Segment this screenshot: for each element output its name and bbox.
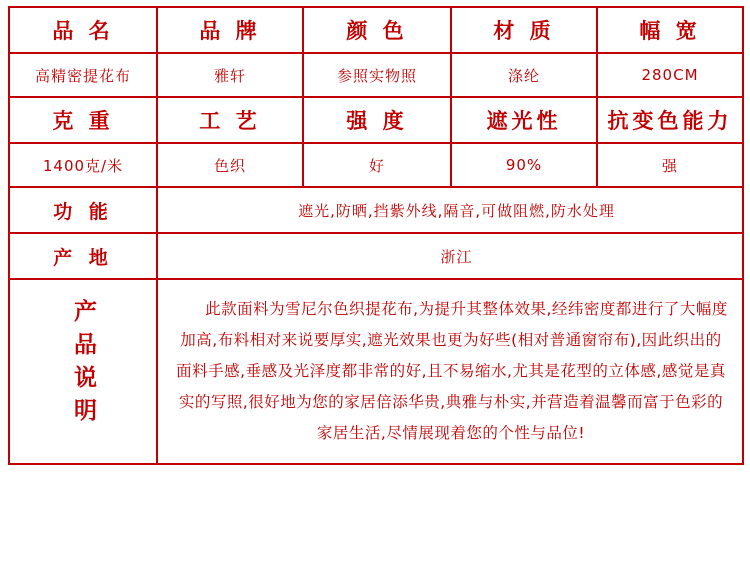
value-weight: 1400克/米 xyxy=(9,143,157,187)
value-color: 参照实物照 xyxy=(303,53,451,97)
label-description-text: 产品说明 xyxy=(70,299,96,431)
table-row-origin xyxy=(9,233,743,279)
table-row-values-2 xyxy=(9,143,743,187)
description-paragraph: 此款面料为雪尼尔色织提花布,为提升其整体效果,经纬密度都进行了大幅度加高,布料相对来说要厚实,遮光效果也更为好些(相对普通窗帘布),因此织出的面料手感,垂感及光泽度都非常的好,且不易缩水,尤其是花型的立体感,感觉是真实的写照,很好地为您的家居倍添华贵,典雅与朴实,并营造着温馨而富于色彩的家居生活,尽情展现着您的个性与品位! xyxy=(176,300,728,442)
header-weight: 克 重 xyxy=(9,97,157,143)
table-row-header-1 xyxy=(9,7,743,53)
header-width: 幅 宽 xyxy=(597,7,743,53)
value-material: 涤纶 xyxy=(451,53,597,97)
header-color-fastness: 抗变色能力 xyxy=(597,97,743,143)
value-brand: 雅轩 xyxy=(157,53,303,97)
value-description xyxy=(157,279,743,464)
table-row-values-1 xyxy=(9,53,743,97)
header-strength: 强 度 xyxy=(303,97,451,143)
value-craft: 色织 xyxy=(157,143,303,187)
header-brand: 品 牌 xyxy=(157,7,303,53)
header-material: 材 质 xyxy=(451,7,597,53)
header-light-blocking: 遮光性 xyxy=(451,97,597,143)
value-origin: 浙江 xyxy=(157,233,743,279)
header-color: 颜 色 xyxy=(303,7,451,53)
header-product-name: 品 名 xyxy=(9,7,157,53)
table-row-function xyxy=(9,187,743,233)
value-function: 遮光,防晒,挡紫外线,隔音,可做阻燃,防水处理 xyxy=(157,187,743,233)
value-strength: 好 xyxy=(303,143,451,187)
value-product-name: 高精密提花布 xyxy=(9,53,157,97)
specification-table xyxy=(8,6,744,465)
table-row-description xyxy=(9,279,743,464)
label-function: 功 能 xyxy=(9,187,157,233)
header-craft: 工 艺 xyxy=(157,97,303,143)
value-light-blocking: 90% xyxy=(451,143,597,187)
label-description xyxy=(9,279,157,464)
value-color-fastness: 强 xyxy=(597,143,743,187)
label-origin: 产 地 xyxy=(9,233,157,279)
value-width: 280CM xyxy=(597,53,743,97)
table-row-header-2 xyxy=(9,97,743,143)
